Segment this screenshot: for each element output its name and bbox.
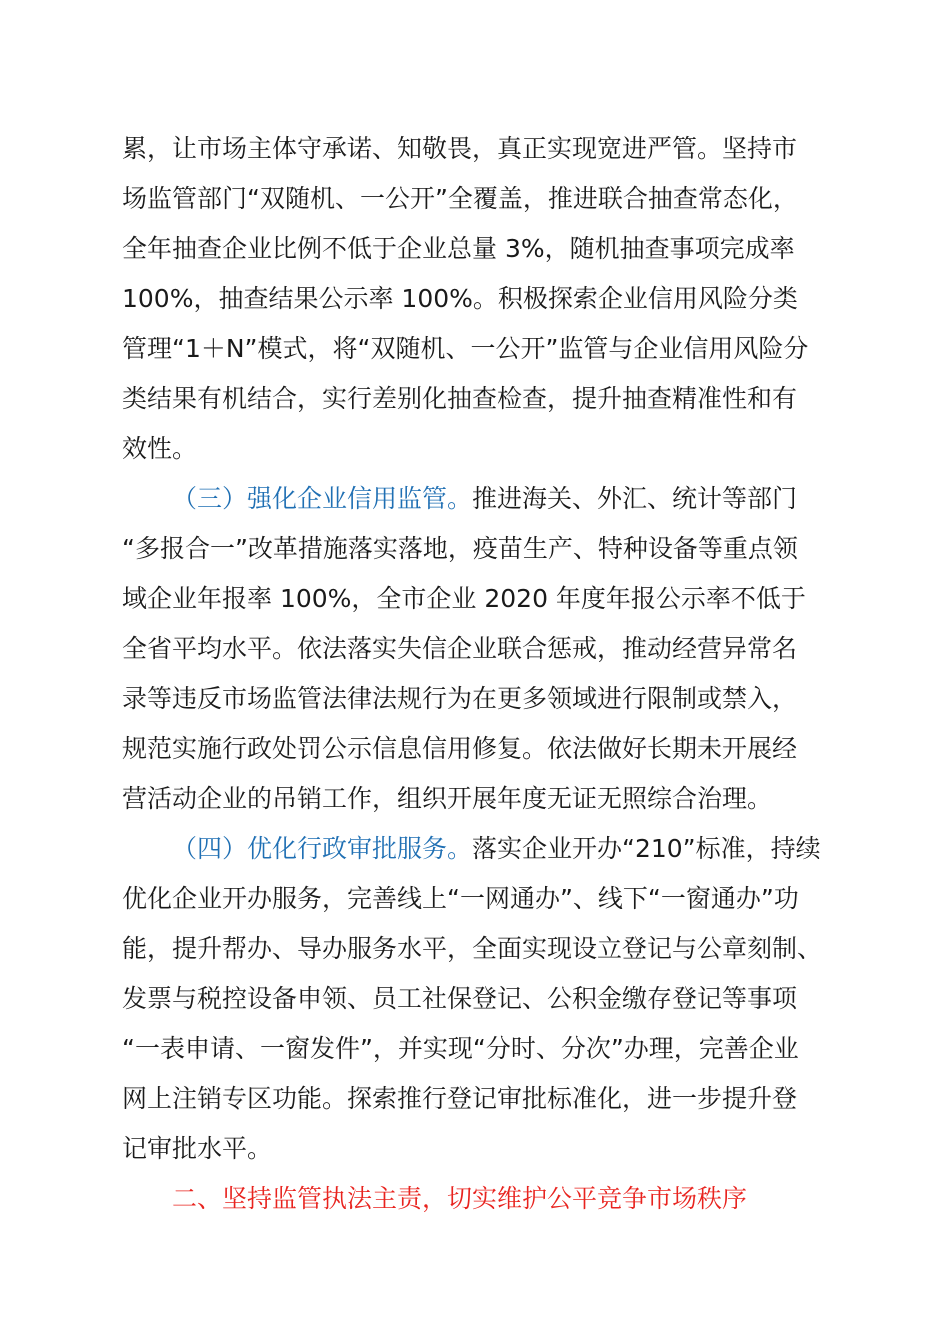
paragraph-line: 优化企业开办服务，完善线上“一网通办”、线下“一窗通办”功	[122, 884, 799, 913]
section-4-first-line-rest: 落实企业开办“210”标准，持续	[472, 834, 821, 863]
paragraph-line: 累，让市场主体守承诺、知敬畏，真正实现宽进严管。坚持市	[122, 134, 798, 163]
section-3-first-line	[172, 484, 797, 514]
paragraph-line: 管理“1＋N”模式，将“双随机、一公开”监管与企业信用风险分	[122, 334, 809, 363]
section-3-heading: （三）强化企业信用监管。	[172, 484, 473, 513]
section-4-heading: （四）优化行政审批服务。	[172, 834, 473, 863]
paragraph-line: 全年抽查企业比例不低于企业总量 3%，随机抽查事项完成率	[122, 234, 795, 263]
paragraph-line: 类结果有机结合，实行差别化抽查检查，提升抽查精准性和有	[122, 384, 798, 413]
paragraph-line: 网上注销专区功能。探索推行登记审批标准化，进一步提升登	[122, 1084, 798, 1113]
paragraph-line: 域企业年报率 100%，全市企业 2020 年度年报公示率不低于	[122, 584, 806, 613]
paragraph-line: 能，提升帮办、导办服务水平，全面实现设立登记与公章刻制、	[122, 934, 823, 963]
paragraph-line: 记审批水平。	[122, 1134, 273, 1163]
paragraph-line: “一表申请、一窗发件”，并实现“分时、分次”办理，完善企业	[122, 1034, 799, 1063]
paragraph-line: 规范实施行政处罚公示信息信用修复。依法做好长期未开展经	[122, 734, 798, 763]
paragraph-line: 发票与税控设备申领、员工社保登记、公积金缴存登记等事项	[122, 984, 798, 1013]
paragraph-line: 营活动企业的吊销工作，组织开展年度无证无照综合治理。	[122, 784, 773, 813]
paragraph-line: 场监管部门“双随机、一公开”全覆盖，推进联合抽查常态化，	[122, 184, 798, 213]
paragraph-line: 全省平均水平。依法落实失信企业联合惩戒，推动经营异常名	[122, 634, 798, 663]
paragraph-line: 录等违反市场监管法律法规行为在更多领域进行限制或禁入，	[122, 684, 798, 713]
section-3-first-line-rest: 推进海关、外汇、统计等部门	[472, 484, 798, 513]
paragraph-line: 100%，抽查结果公示率 100%。积极探索企业信用风险分类	[122, 284, 798, 313]
paragraph-line: “多报合一”改革措施落实落地，疫苗生产、特种设备等重点领	[122, 534, 798, 563]
chapter-2-heading: 二、坚持监管执法主责，切实维护公平竞争市场秩序	[172, 1184, 748, 1213]
paragraph-line: 效性。	[122, 434, 198, 463]
section-4-first-line	[172, 834, 821, 864]
